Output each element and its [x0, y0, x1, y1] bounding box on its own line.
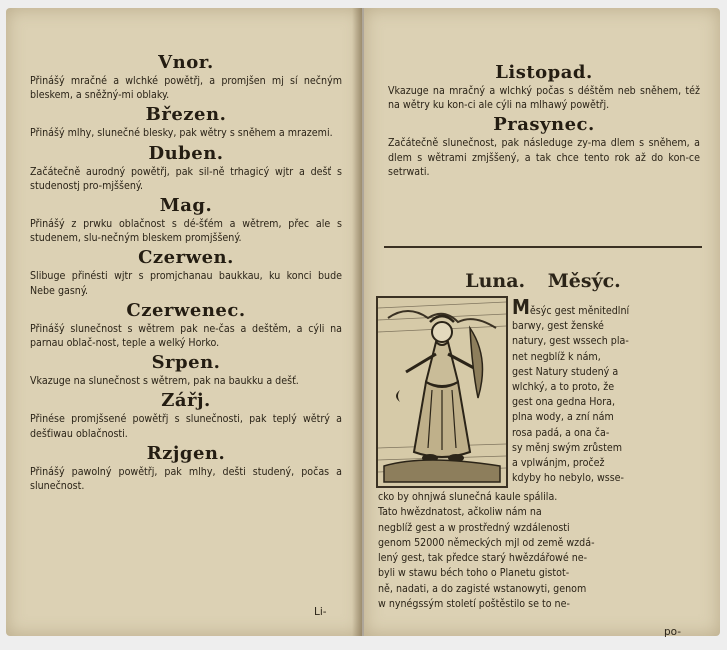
- luna-line: a vplwánjm, pročež: [512, 457, 605, 470]
- right-page-column: [388, 62, 700, 181]
- month-heading: Prasynec.: [493, 114, 595, 136]
- month-forecast-text: Přinášý z prwku oblačnost s dé-šťém a wětrem, přec ale s studenem, slu-nečným bleskem promjššený.: [30, 218, 342, 245]
- luna-line: sy měnj swým zrůstem: [512, 441, 623, 454]
- luna-line: negblíž gest a w prostředný wzdálenosti: [378, 521, 570, 534]
- month-forecast-text: Přinášý pawolný powětřj, pak mlhy, dešti studený, počas a slunečnost.: [30, 465, 342, 493]
- month-forecast-text: Slibuge přinésti wjtr s promjchanau baukkau, ku konci bude Nebe gasný.: [30, 270, 342, 297]
- luna-line: net negblíž k nám,: [512, 350, 601, 363]
- luna-line: Tato hwězdnatost, ačkoliw nám na: [378, 506, 542, 519]
- luna-line: genom 52000 německých mjl od země wzdá-: [378, 536, 595, 549]
- month-heading: Březen.: [145, 104, 227, 126]
- month-heading: Czerwen.: [138, 247, 234, 269]
- luna-full-text: [378, 490, 702, 612]
- month-heading: Mag.: [159, 195, 213, 217]
- luna-heading-left: Luna.: [465, 270, 526, 292]
- left-page: [6, 8, 362, 636]
- luna-line: barwy, gest ženské: [512, 320, 604, 333]
- right-catchword: po-: [664, 626, 682, 638]
- month-heading: Czerwenec.: [126, 299, 246, 321]
- month-forecast-text: Vkazuge na slunečnost s wětrem, pak na baukku a dešť.: [30, 375, 299, 388]
- month-forecast-text: Přinášý mlhy, slunečné blesky, pak wětry s sněhem a mrazemi.: [30, 127, 333, 140]
- month-forecast-text: Přinése promjšsené powětřj s slunečnosti, pak teplý wětrý a dešťiwau oblačnosti.: [30, 413, 342, 440]
- left-page-column: [30, 52, 342, 495]
- luna-line: w nynégssým století poštěstilo se to ne-: [378, 598, 570, 611]
- luna-side-text: [512, 295, 702, 486]
- luna-line: gest ona gedna Hora,: [512, 396, 616, 409]
- month-forecast-text: Přinášý mračné a wlchké powětřj, a promjšen mj sí nečným bleskem, a sněžný-mi oblaky.: [30, 75, 342, 102]
- luna-line: plna wody, a zní nám: [512, 411, 614, 424]
- left-catchword: Li-: [314, 606, 327, 618]
- luna-line: cko by ohnjwá slunečná kaule spálila.: [378, 491, 558, 503]
- luna-line: ně, nadati, a do zagisté wstanowyti, genom: [378, 582, 587, 595]
- luna-line: kdyby ho nebylo, wsse-: [512, 472, 624, 485]
- luna-heading: [384, 270, 702, 292]
- luna-heading-right: Měsýc.: [547, 270, 621, 292]
- section-divider: [384, 246, 702, 248]
- month-heading: Zářj.: [161, 390, 211, 412]
- moon-goddess-woodcut-icon: [376, 296, 508, 488]
- month-heading: Rzjgen.: [146, 442, 226, 464]
- luna-line: rosa padá, a ona ča-: [512, 426, 610, 439]
- month-forecast-text: Vkazuge na mračný a wlchký počas s déštěm neb sněhem, též na wětry ku kon-ci ale cýli na mlhawý powětřj.: [388, 85, 700, 112]
- month-heading: Listopad.: [495, 62, 593, 83]
- luna-line: lený gest, tak předce starý hwězdářowé ne-: [378, 552, 588, 565]
- luna-line: natury, gest wssech pla-: [512, 335, 629, 348]
- month-forecast-text: Začátečně slunečnost, pak následuge zy-ma dlem s sněhem, a dlem s wětrami zmjššený, a tak chce tento rok až do kon-ce setrwati.: [388, 137, 700, 178]
- month-heading: Duben.: [148, 142, 224, 164]
- luna-line: wlchký, a to proto, že: [512, 381, 615, 394]
- month-forecast-text: Přinášý slunečnost s wětrem pak ne-čas a deštěm, a cýli na parnau oblač-nost, teple a welký Horko.: [30, 322, 342, 350]
- luna-line: byli w stawu béch toho o Planetu gistot-: [378, 567, 570, 580]
- month-forecast-text: Začátečně aurodný powětřj, pak sil-ně trhagicý wjtr a dešť s studenostj pro-mjššený.: [30, 165, 342, 192]
- month-heading: Srpen.: [151, 352, 221, 374]
- luna-line: gest Natury studený a: [512, 365, 619, 378]
- month-heading: Vnor.: [158, 52, 214, 73]
- luna-line: Měsýc gest měnitedlní: [512, 295, 630, 319]
- right-page: [364, 8, 720, 636]
- drop-cap: M: [512, 295, 530, 319]
